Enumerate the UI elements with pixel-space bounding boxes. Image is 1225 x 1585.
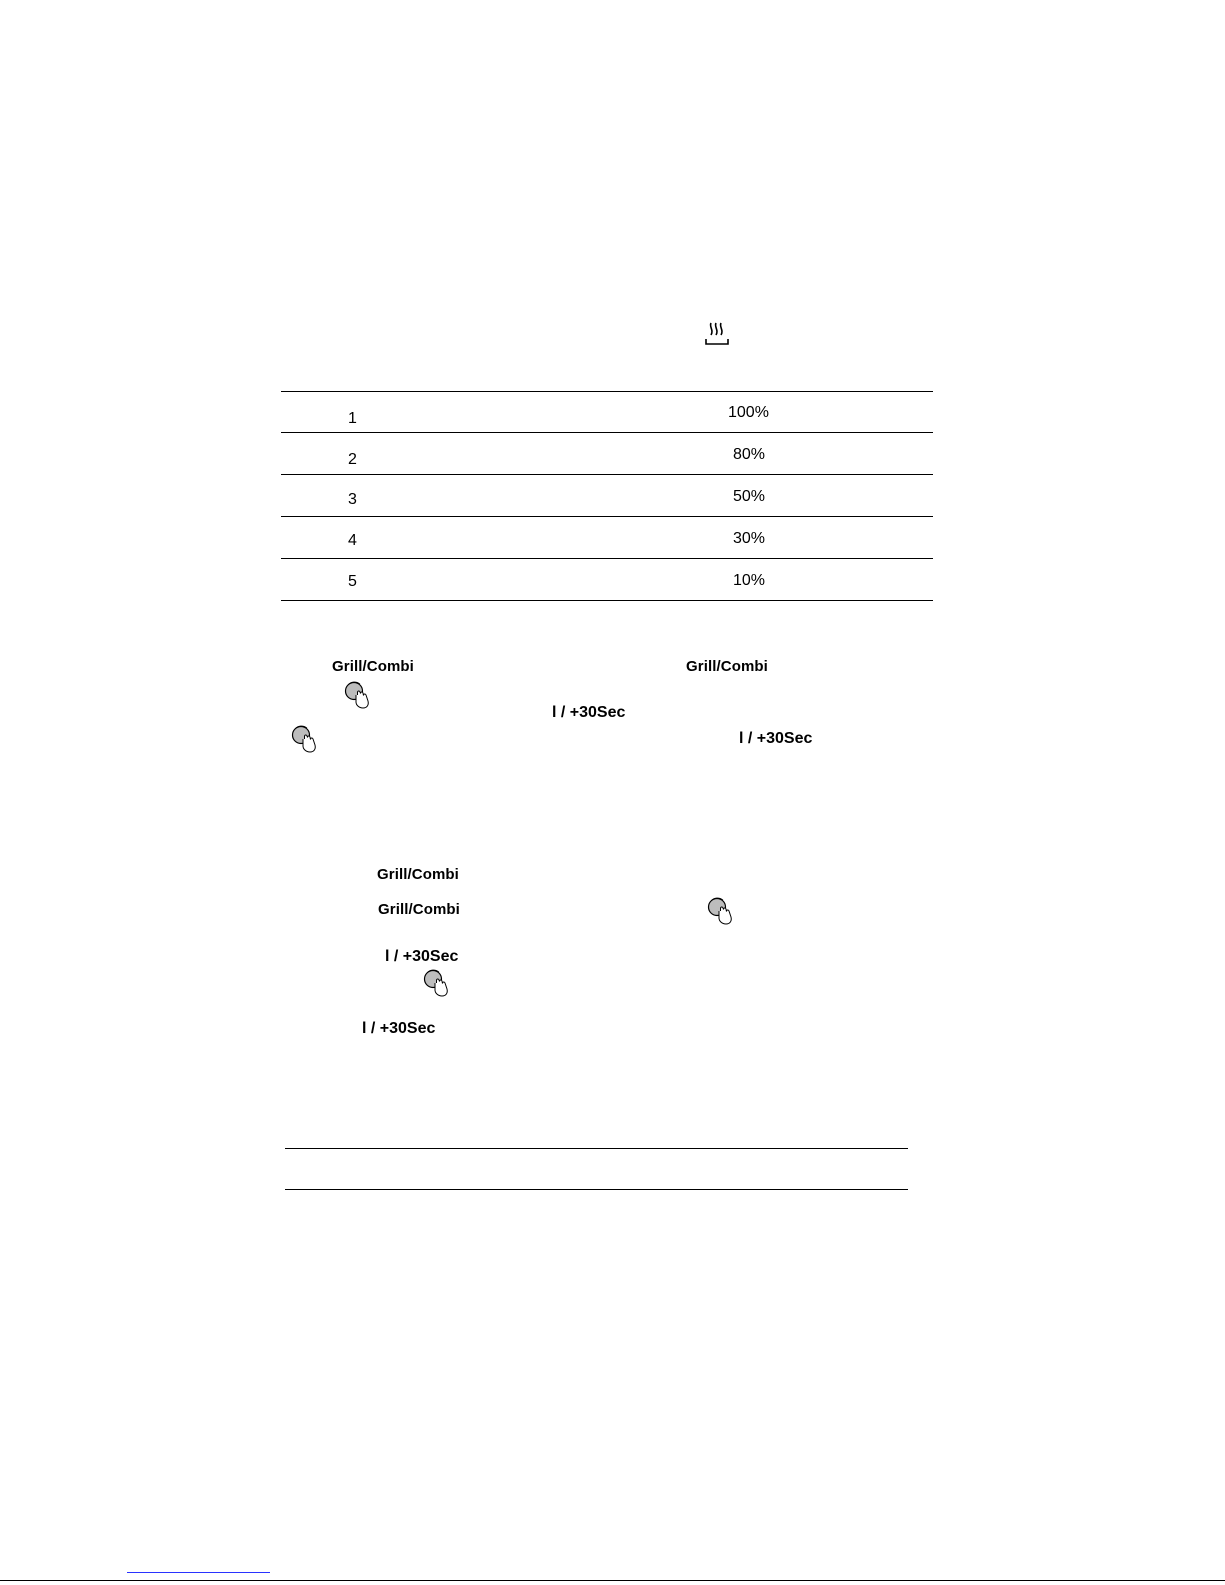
table-rule	[281, 558, 933, 559]
table-cell-power: 100%	[728, 404, 769, 421]
dial-knob-icon	[342, 680, 372, 710]
grill-combi-key-label: Grill/Combi	[332, 658, 414, 675]
start-30sec-key-label: l / +30Sec	[385, 948, 459, 965]
table-cell-power: 80%	[733, 446, 766, 463]
table-cell-power: 30%	[733, 530, 766, 547]
dial-knob-icon	[421, 968, 451, 998]
footer-link-underline[interactable]	[127, 1572, 270, 1573]
table-cell-level: 4	[348, 532, 357, 549]
table-rule	[281, 516, 933, 517]
grill-combi-key-label: Grill/Combi	[377, 866, 459, 883]
footer-divider	[0, 1580, 1225, 1581]
table-cell-level: 3	[348, 491, 357, 508]
table-rule	[281, 432, 933, 433]
table-cell-level: 2	[348, 451, 357, 468]
grill-heat-icon	[702, 318, 732, 348]
grill-combi-key-label: Grill/Combi	[686, 658, 768, 675]
start-30sec-key-label: l / +30Sec	[739, 730, 813, 747]
dial-knob-icon	[705, 896, 735, 926]
start-30sec-key-label: l / +30Sec	[362, 1020, 436, 1037]
table-rule	[281, 600, 933, 601]
table-cell-power: 10%	[733, 572, 766, 589]
table-rule	[285, 1189, 908, 1190]
table-cell-level: 5	[348, 573, 357, 590]
dial-knob-icon	[289, 724, 319, 754]
table-cell-level: 1	[348, 410, 357, 427]
table-rule	[285, 1148, 908, 1149]
grill-combi-key-label: Grill/Combi	[378, 901, 460, 918]
table-rule	[281, 391, 933, 392]
table-cell-power: 50%	[733, 488, 766, 505]
table-rule	[281, 474, 933, 475]
start-30sec-key-label: l / +30Sec	[552, 704, 626, 721]
